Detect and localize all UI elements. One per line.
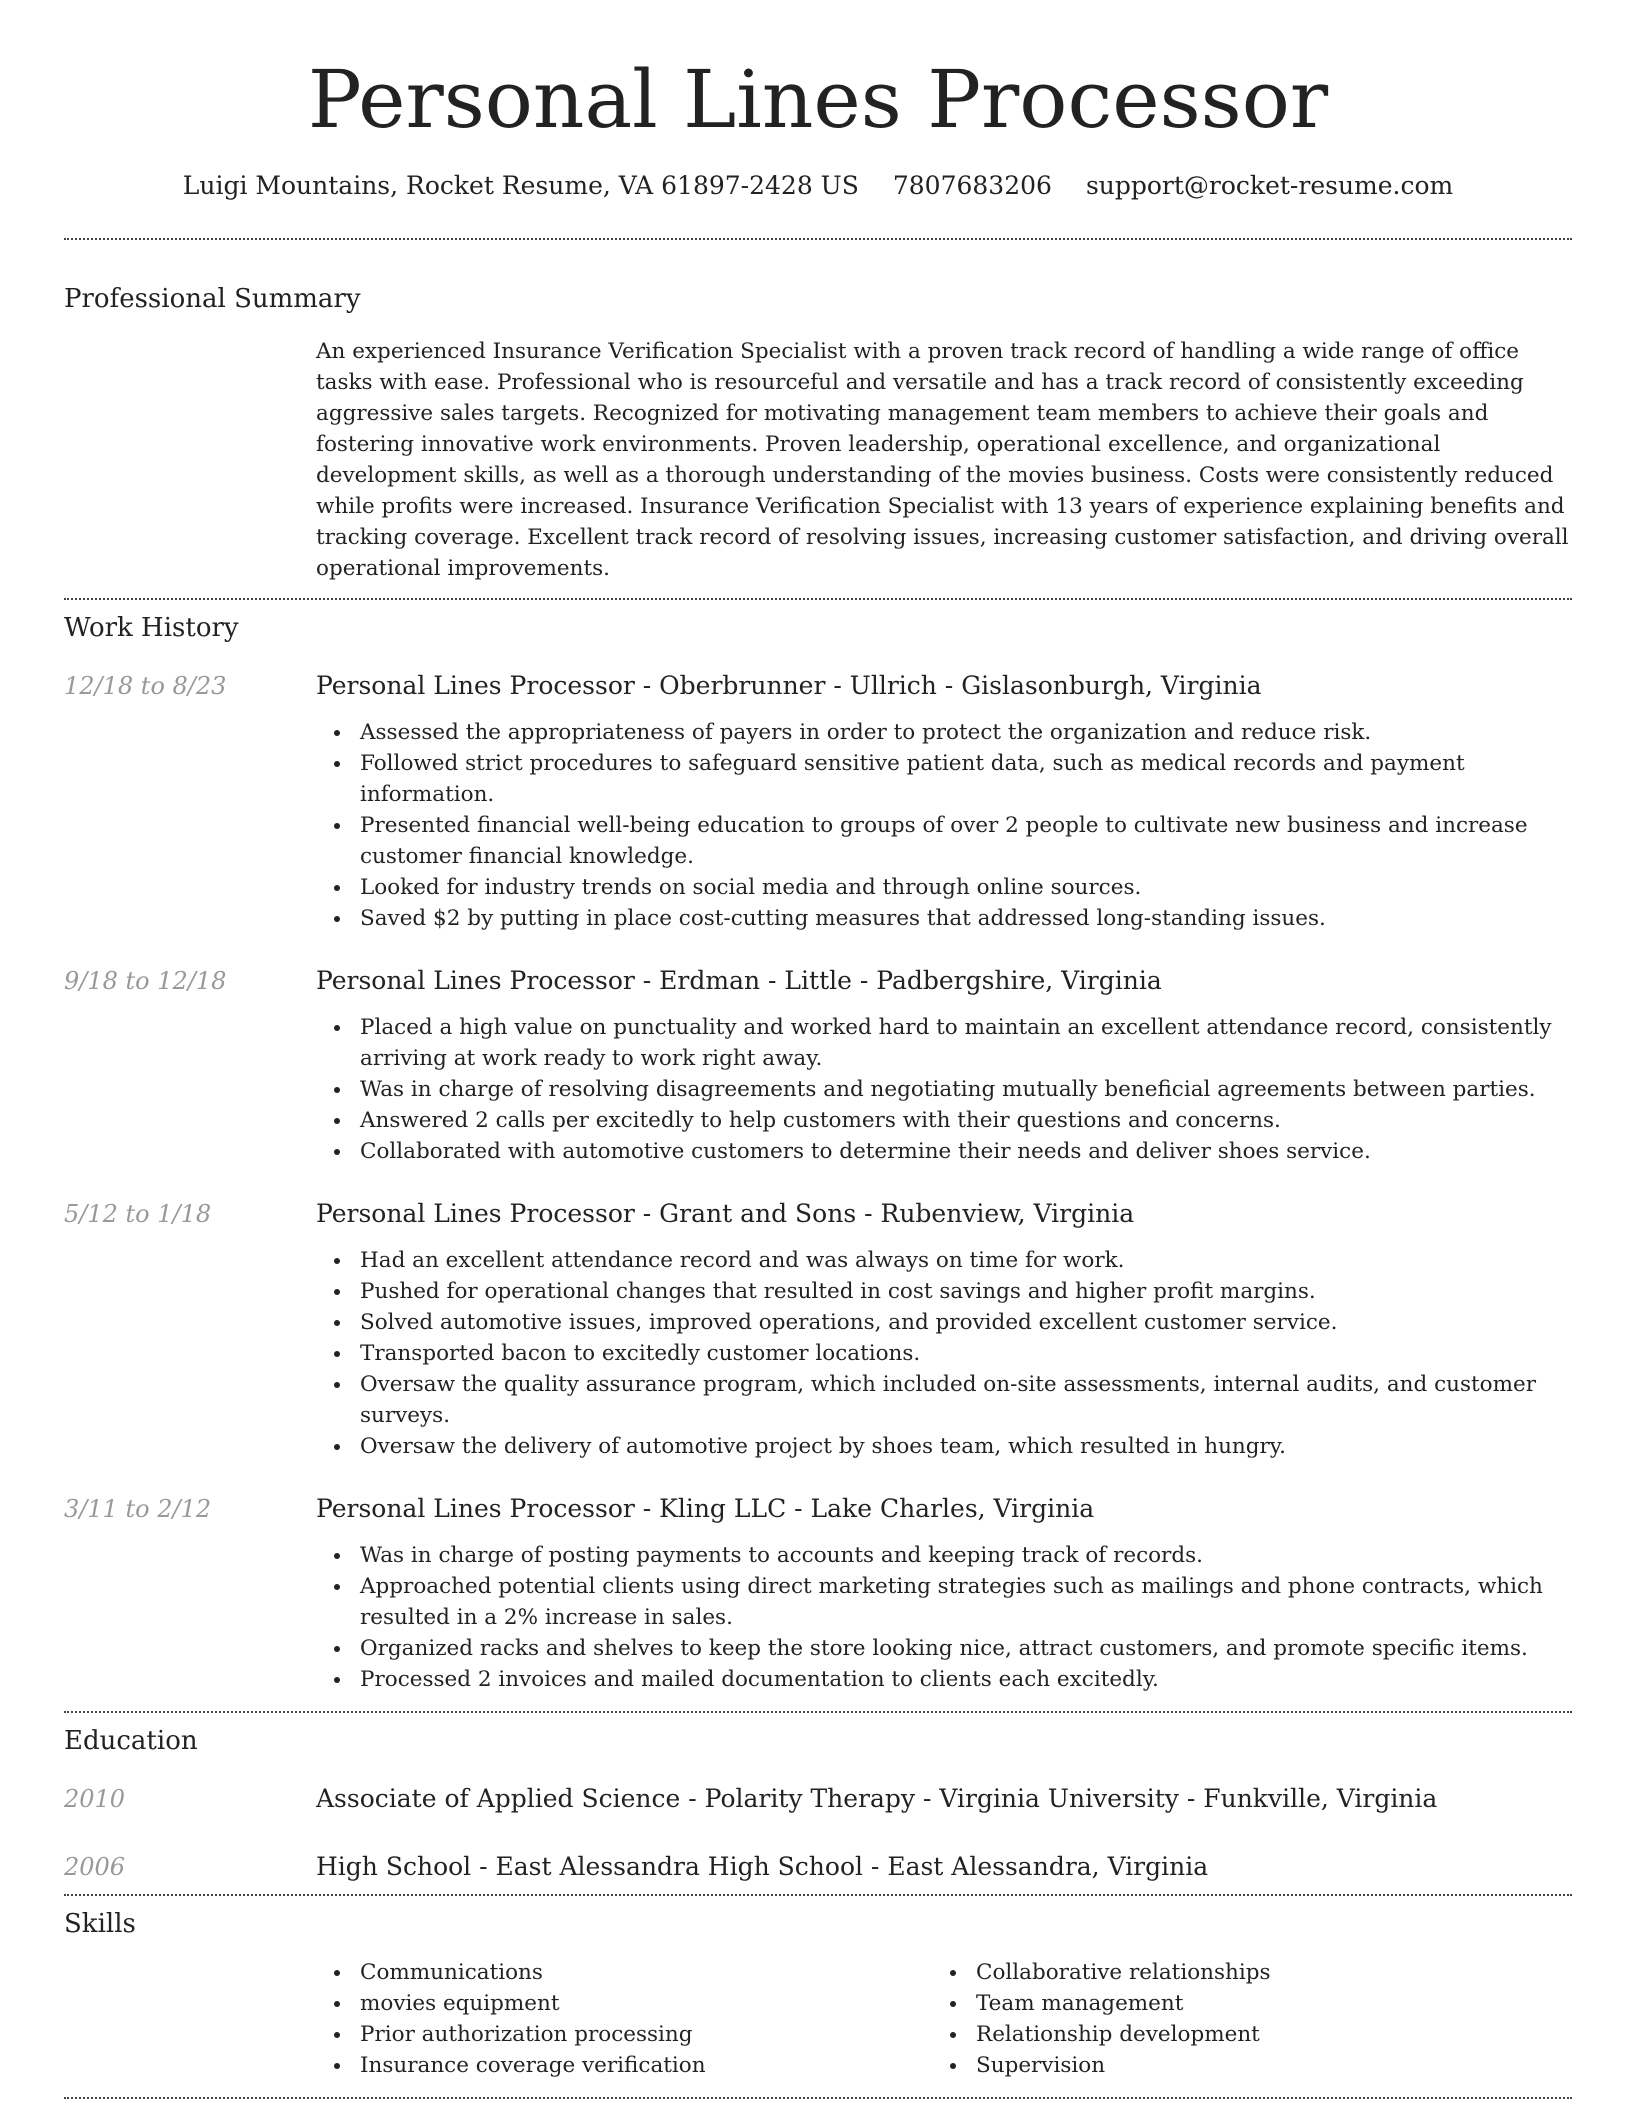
job-title: Personal Lines Processor - Oberbrunner - Ullrich - Gislasonburgh, Virginia (316, 671, 1262, 700)
skill-item: Prior authorization processing (316, 2019, 932, 2050)
candidate-name: Personal Lines Processor (307, 53, 1329, 146)
education-heading: Education (64, 1726, 198, 1756)
skill-item: Communications (316, 1957, 932, 1988)
job-dates: 3/11 to 2/12 (64, 1495, 212, 1523)
job-entry (64, 1197, 1572, 1462)
job-bullet: Organized racks and shelves to keep the store looking nice, attract customers, and promote specific items. (316, 1633, 1572, 1664)
job-title: Personal Lines Processor - Grant and Sons - Rubenview, Virginia (316, 1199, 1135, 1228)
work-history-heading: Work History (64, 613, 239, 643)
job-bullet: Presented financial well-being education to groups of over 2 people to cultivate new business and increase customer financial knowledge. (316, 810, 1572, 872)
job-bullets (316, 1540, 1572, 1695)
job-bullet: Saved $2 by putting in place cost-cutting measures that addressed long-standing issues. (316, 903, 1572, 934)
skill-item: Relationship development (932, 2019, 1548, 2050)
job-bullet: Transported bacon to excitedly customer locations. (316, 1338, 1572, 1369)
education-text: Associate of Applied Science - Polarity Therapy - Virginia University - Funkville, Virginia (316, 1784, 1438, 1813)
education-entry (64, 1782, 1572, 1816)
job-bullet: Had an excellent attendance record and was always on time for work. (316, 1245, 1572, 1276)
skills-heading: Skills (64, 1909, 136, 1939)
job-entry (64, 669, 1572, 934)
education-year: 2006 (64, 1853, 126, 1881)
job-bullet: Processed 2 invoices and mailed documentation to clients each excitedly. (316, 1664, 1572, 1695)
job-title: Personal Lines Processor - Kling LLC - Lake Charles, Virginia (316, 1494, 1095, 1523)
skill-item: Collaborative relationships (932, 1957, 1548, 1988)
job-dates: 12/18 to 8/23 (64, 672, 227, 700)
job-bullet: Followed strict procedures to safeguard sensitive patient data, such as medical records and payment information. (316, 748, 1572, 810)
education-entry (64, 1850, 1572, 1884)
skills-grid (316, 1957, 1572, 2081)
skill-item: movies equipment (316, 1988, 932, 2019)
job-entry (64, 964, 1572, 1167)
job-dates: 5/12 to 1/18 (64, 1200, 212, 1228)
resume-page (64, 0, 1572, 2099)
job-bullet: Looked for industry trends on social media and through online sources. (316, 872, 1572, 903)
skills-row (64, 1957, 1572, 2081)
job-bullet: Placed a high value on punctuality and worked hard to maintain an excellent attendance record, consistently arriving at work ready to work right away. (316, 1012, 1572, 1074)
job-bullets (316, 717, 1572, 934)
summary-row (64, 336, 1572, 584)
job-dates: 9/18 to 12/18 (64, 967, 227, 995)
job-bullet: Approached potential clients using direct marketing strategies such as mailings and phone contracts, which resulted in a 2% increase in sales. (316, 1571, 1572, 1633)
education-text: High School - East Alessandra High School - East Alessandra, Virginia (316, 1852, 1209, 1881)
job-bullet: Was in charge of posting payments to accounts and keeping track of records. (316, 1540, 1572, 1571)
section-divider (64, 2097, 1572, 2099)
education-year: 2010 (64, 1785, 126, 1813)
job-bullet: Oversaw the delivery of automotive project by shoes team, which resulted in hungry. (316, 1431, 1572, 1462)
section-divider (64, 1894, 1572, 1896)
skill-item: Team management (932, 1988, 1548, 2019)
section-divider (64, 1711, 1572, 1713)
contact-line (64, 170, 1572, 202)
summary-heading: Professional Summary (64, 284, 361, 314)
skills-list-left (316, 1957, 932, 2081)
skills-list-right (932, 1957, 1548, 2081)
job-bullet: Collaborated with automotive customers to determine their needs and deliver shoes service. (316, 1136, 1572, 1167)
job-bullets (316, 1012, 1572, 1167)
job-entry (64, 1492, 1572, 1695)
section-divider (64, 598, 1572, 600)
job-title: Personal Lines Processor - Erdman - Little - Padbergshire, Virginia (316, 966, 1162, 995)
job-bullet: Assessed the appropriateness of payers in order to protect the organization and reduce risk. (316, 717, 1572, 748)
contact-phone: 7807683206 (892, 171, 1052, 200)
section-divider (64, 238, 1572, 240)
job-bullets (316, 1245, 1572, 1462)
job-bullet: Oversaw the quality assurance program, which included on-site assessments, internal audits, and customer surveys. (316, 1369, 1572, 1431)
job-bullet: Answered 2 calls per excitedly to help customers with their questions and concerns. (316, 1105, 1572, 1136)
job-bullet: Pushed for operational changes that resulted in cost savings and higher profit margins. (316, 1276, 1572, 1307)
summary-text: An experienced Insurance Verification Specialist with a proven track record of handling a wide range of office tasks with ease. Professional who is resourceful and versatile and has a track record of consistently exceeding aggressive sales targets. Recognized for motivating management team members to achieve their goals and fostering innovative work environments. Proven leadership, operational excellence, and organizational development skills, as well as a thorough understanding of the movies business. Costs were consistently reduced while profits were increased. Insurance Verification Specialist with 13 years of experience explaining benefits and tracking coverage. Excellent track record of resolving issues, increasing customer satisfaction, and driving overall operational improvements. (316, 339, 1569, 581)
contact-email: support@rocket-resume.com (1085, 171, 1454, 200)
job-bullet: Solved automotive issues, improved operations, and provided excellent customer service. (316, 1307, 1572, 1338)
job-bullet: Was in charge of resolving disagreements and negotiating mutually beneficial agreements between parties. (316, 1074, 1572, 1105)
contact-address: Luigi Mountains, Rocket Resume, VA 61897-2428 US (182, 171, 859, 200)
skill-item: Insurance coverage verification (316, 2050, 932, 2081)
skill-item: Supervision (932, 2050, 1548, 2081)
